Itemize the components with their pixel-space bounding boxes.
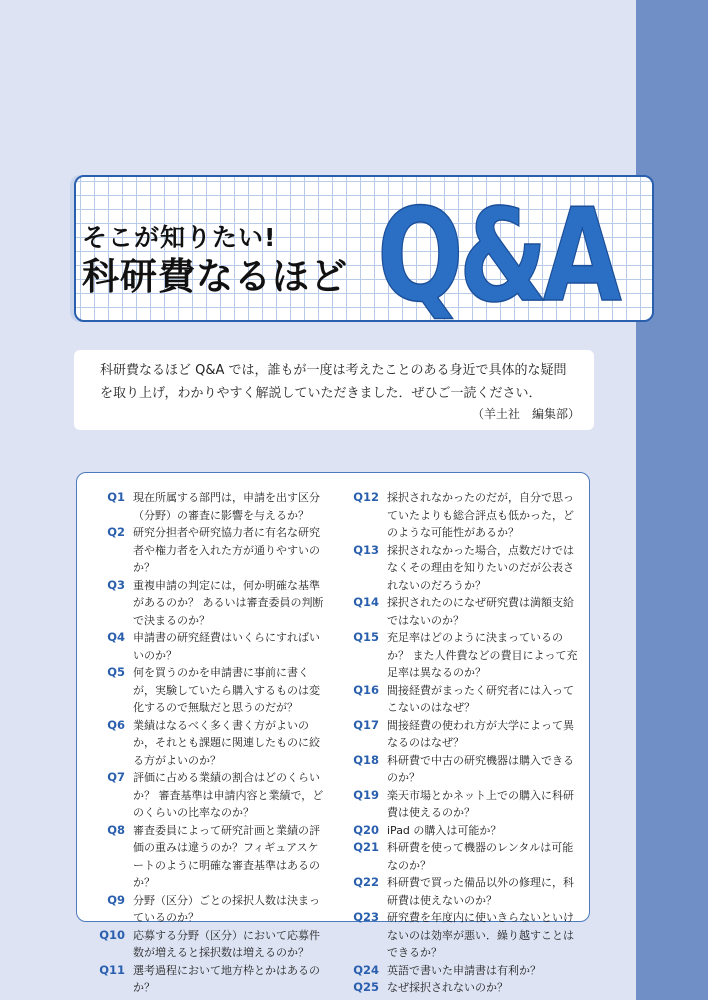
qa-number: Q9 — [107, 892, 125, 907]
qa-number: Q21 — [353, 840, 379, 854]
intro-text: 科研費なるほど Q&A では，誰もが一度は考えたことのある身近で具体的な疑問を取り上げ，わかりやすく解説していただきました．ぜひご一読ください． — [100, 363, 567, 401]
qa-item — [341, 839, 581, 874]
qa-question: 科研費で中古の研究機器は購入できるのか？ — [387, 753, 574, 784]
qa-number: Q15 — [353, 630, 379, 644]
qa-number: Q23 — [353, 910, 379, 924]
qa-item — [87, 524, 327, 577]
qa-number: Q24 — [353, 962, 379, 977]
qa-question: 業績はなるべく多く書く方がよいのか，それとも課題に関連したものに絞る方がよいのか？ — [133, 718, 320, 767]
qa-question: 分野（区分）ごとの採択人数は決まっているのか？ — [133, 893, 320, 924]
qa-question: 現在所属する部門は，申請を出す区分（分野）の審査に影響を与えるか？ — [133, 491, 320, 522]
qa-question: 英語で書いた申請書は有利か？ — [387, 963, 541, 977]
qa-item — [341, 489, 581, 542]
qa-item — [341, 682, 581, 717]
qa-number: Q16 — [353, 682, 379, 697]
qa-item — [341, 787, 581, 822]
qa-number: Q13 — [353, 542, 379, 557]
qa-item — [341, 909, 581, 962]
qa-item — [341, 979, 581, 997]
qa-question: 重複申請の判定には，何か明確な基準があるのか？ あるいは審査委員の判断で決まるのか？ — [133, 578, 324, 627]
banner-title: 科研費なるほど — [82, 255, 348, 298]
qa-question: 科研費で買った備品以外の修理に，科研費は使えないのか？ — [387, 876, 574, 907]
qa-question: 間接経費の使われ方が大学によって異なるのはなぜ？ — [387, 718, 574, 749]
qa-question: 申請書の研究経費はいくらにすればいいのか？ — [133, 631, 320, 662]
qa-number: Q5 — [107, 665, 125, 679]
qa-number: Q10 — [99, 927, 125, 942]
qa-number: Q4 — [107, 630, 125, 644]
qa-question: 選考過程において地方枠とかはあるのか？ — [133, 963, 320, 994]
qa-question: なぜ採択されないのか？ — [387, 981, 508, 994]
qa-question: 採択されたのになぜ研究費は満額支給ではないのか？ — [387, 596, 574, 627]
qa-number: Q1 — [107, 490, 125, 504]
qa-item — [87, 769, 327, 822]
qa-item — [87, 629, 327, 664]
qa-number: Q11 — [99, 962, 125, 977]
qa-number: Q2 — [107, 525, 125, 539]
qa-question: 応募する分野（区分）において応募件数が増えると採択数は増えるのか？ — [133, 928, 320, 959]
qa-number: Q25 — [353, 980, 379, 994]
qa-number: Q12 — [353, 490, 379, 504]
intro-credit: （羊土社 編集部） — [471, 407, 580, 421]
qa-number: Q22 — [353, 875, 379, 889]
qa-item — [341, 542, 581, 595]
qa-logo — [377, 182, 622, 331]
qa-question: 採択されなかった場合，点数だけではなくその理由を知りたいのだが公表されないのだろうか？ — [387, 543, 574, 592]
qa-number: Q3 — [107, 577, 125, 592]
qa-column-right — [341, 489, 581, 997]
qa-number: Q19 — [353, 787, 379, 802]
qa-column-left — [87, 489, 327, 997]
qa-item — [341, 874, 581, 909]
banner-subtitle: そこが知りたい! — [82, 223, 277, 252]
qa-item — [341, 717, 581, 752]
qa-number: Q8 — [107, 822, 125, 837]
qa-item — [87, 892, 327, 927]
qa-item — [341, 822, 581, 840]
qa-number: Q7 — [107, 770, 125, 784]
qa-question: 審査委員によって研究計画と業績の評価の重みは違うのか？フィギュアスケートのように明確な審査基準はあるのか？ — [133, 823, 320, 889]
qa-list-panel — [76, 472, 590, 994]
qa-question: 何を買うのかを申請書に事前に書くが，実験していたら購入するものは変化するので無駄だと思うのだが？ — [133, 666, 320, 714]
qa-question: 採択されなかったのだが，自分で思っていたよりも総合評点も低かった，どのような可能性があるか？ — [387, 491, 574, 539]
qa-question: 研究費を年度内に使いきらないといけないのは効率が悪い．繰り越すことはできるか？ — [387, 911, 574, 959]
qa-question: 科研費を使って機器のレンタルは可能なのか？ — [387, 841, 574, 872]
qa-number: Q6 — [107, 717, 125, 732]
qa-item — [341, 752, 581, 787]
qa-item — [87, 664, 327, 717]
qa-item — [87, 577, 327, 630]
qa-number: Q18 — [353, 752, 379, 767]
qa-question: 充足率はどのように決まっているのか？ また人件費などの費目によって充足率は異なるのか？ — [387, 631, 578, 679]
qa-number: Q17 — [353, 717, 379, 732]
qa-item — [87, 927, 327, 962]
qa-item — [341, 629, 581, 682]
qa-question: 評価に占める業績の割合はどのくらいか？ 審査基準は申請内容と業績で，どのくらいの比率なのか？ — [133, 771, 324, 819]
qa-item — [87, 822, 327, 892]
qa-question: 楽天市場とかネット上での購入に科研費は使えるのか？ — [387, 788, 574, 819]
intro-box — [74, 350, 594, 430]
side-color-band — [636, 0, 708, 1000]
qa-item — [341, 962, 581, 980]
qa-item — [87, 489, 327, 524]
qa-question: 間接経費がまったく研究者には入ってこないのはなぜ？ — [387, 683, 574, 714]
qa-logo-text: Q&A — [377, 182, 622, 331]
qa-question: 研究分担者や研究協力者に有名な研究者や権力者を入れた方が通りやすいのか？ — [133, 526, 320, 574]
qa-number: Q20 — [353, 822, 379, 837]
qa-item — [87, 962, 327, 997]
qa-question: iPad の購入は可能か？ — [387, 823, 502, 837]
qa-number: Q14 — [353, 595, 379, 609]
qa-item — [341, 594, 581, 629]
qa-item — [87, 717, 327, 770]
